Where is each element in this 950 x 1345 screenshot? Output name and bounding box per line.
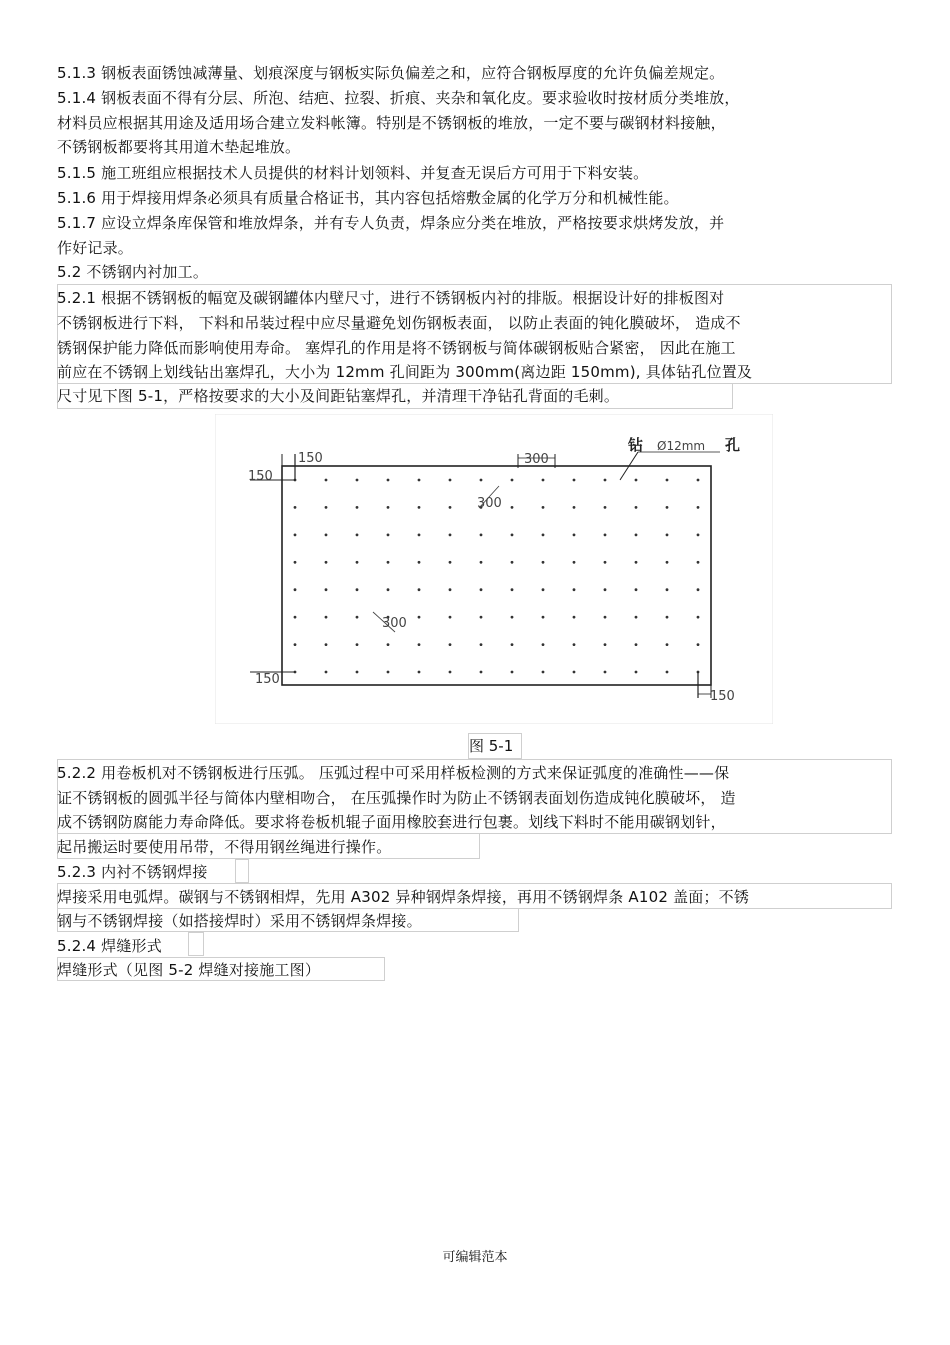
text-line: 5.1.3 钢板表面锈蚀减薄量、划痕深度与钢板实际负偏差之和，应符合钢板厚度的允许负偏差规定。 xyxy=(57,64,725,82)
drill-hole xyxy=(387,671,390,674)
drill-hole xyxy=(573,643,576,646)
text-line: 5.1.5 施工班组应根据技术人员提供的材料计划领料、并复查无误后方可用于下料安装。 xyxy=(57,164,649,182)
drill-hole xyxy=(449,561,452,564)
text-line: 5.2.1 根据不锈钢板的幅宽及碳钢罐体内壁尺寸，进行不锈钢板内衬的排版。根据设计好的排板图对 xyxy=(57,289,725,307)
text-line: 材料员应根据其用途及适用场合建立发料帐簿。特别是不锈钢板的堆放，一定不要与碳钢材料接触， xyxy=(57,114,726,132)
drill-hole xyxy=(325,616,328,619)
drill-hole xyxy=(666,588,669,591)
dim-label: 150 xyxy=(298,451,323,466)
drill-hole xyxy=(666,534,669,537)
drill-hole xyxy=(635,616,638,619)
drill-hole xyxy=(325,534,328,537)
drill-hole xyxy=(418,671,421,674)
drill-hole xyxy=(294,561,297,564)
drill-hole xyxy=(294,534,297,537)
hole-note: 孔 xyxy=(725,436,741,454)
drill-hole xyxy=(325,479,328,482)
drill-hole xyxy=(480,479,483,482)
drill-hole xyxy=(635,671,638,674)
drill-hole xyxy=(511,506,514,509)
drill-hole xyxy=(449,616,452,619)
text-box-frame xyxy=(188,932,204,956)
dim-label: 150 xyxy=(255,672,280,687)
drill-hole xyxy=(604,479,607,482)
hole-note: Ø12mm xyxy=(657,439,706,453)
drill-hole xyxy=(511,643,514,646)
drill-hole xyxy=(325,588,328,591)
drill-hole xyxy=(635,561,638,564)
text-line: 成不锈钢防腐能力寿命降低。要求将卷板机辊子面用橡胶套进行包裹。划线下料时不能用碳钢划针， xyxy=(57,813,726,831)
drill-hole xyxy=(604,588,607,591)
drill-hole xyxy=(697,588,700,591)
drill-hole xyxy=(418,479,421,482)
drill-hole xyxy=(356,588,359,591)
drill-hole xyxy=(604,643,607,646)
drill-hole xyxy=(666,643,669,646)
drill-hole xyxy=(697,616,700,619)
drill-hole xyxy=(356,506,359,509)
page-footer: 可编辑范本 xyxy=(442,1250,508,1265)
drill-hole xyxy=(294,588,297,591)
drill-hole xyxy=(449,479,452,482)
drill-hole xyxy=(449,588,452,591)
text-box-frame xyxy=(235,859,249,883)
text-line: 5.1.4 钢板表面不得有分层、所泡、结疤、拉裂、折痕、夹杂和氧化皮。要求验收时按材质分类堆放， xyxy=(57,89,740,107)
drill-hole xyxy=(511,671,514,674)
text-line: 锈钢保护能力降低而影响使用寿命。 塞焊孔的作用是将不锈钢板与简体碳钢板贴合紧密， 因此在施工 xyxy=(57,339,736,357)
drill-hole xyxy=(635,643,638,646)
text-line: 焊接采用电弧焊。碳钢与不锈钢相焊，先用 A302 异种钢焊条焊接，再用不锈钢焊条 A102 盖面；不锈 xyxy=(57,888,750,906)
section-heading: 5.2 不锈钢内衬加工。 xyxy=(57,263,209,281)
drill-hole xyxy=(635,506,638,509)
text-line: 不锈钢板进行下料， 下料和吊装过程中应尽量避免划伤钢板表面， 以防止表面的钝化膜破坏， 造成不 xyxy=(57,314,741,332)
text-line: 前应在不锈钢上划线钻出塞焊孔，大小为 12mm 孔间距为 300mm(离边距 150mm), 具体钻孔位置及 xyxy=(57,363,753,381)
drill-hole xyxy=(511,561,514,564)
drill-hole xyxy=(511,616,514,619)
drill-hole xyxy=(697,561,700,564)
drill-hole xyxy=(356,616,359,619)
drill-hole xyxy=(604,534,607,537)
drill-hole xyxy=(697,479,700,482)
text-line: 5.1.6 用于焊接用焊条必须具有质量合格证书，其内容包括熔敷金属的化学万分和机械性能。 xyxy=(57,189,679,207)
drill-hole xyxy=(666,671,669,674)
drill-hole xyxy=(697,643,700,646)
text-line: 起吊搬运时要使用吊带，不得用钢丝绳进行操作。 xyxy=(57,838,392,856)
drill-hole xyxy=(604,671,607,674)
drill-hole xyxy=(325,506,328,509)
dim-label: 300 xyxy=(477,496,502,511)
drill-hole xyxy=(542,643,545,646)
drill-hole xyxy=(356,534,359,537)
drill-hole xyxy=(511,534,514,537)
drill-hole xyxy=(542,506,545,509)
drill-hole xyxy=(666,506,669,509)
drill-hole xyxy=(480,561,483,564)
text-line: 焊缝形式（见图 5-2 焊缝对接施工图） xyxy=(57,961,321,979)
drill-hole xyxy=(573,506,576,509)
drill-hole xyxy=(387,643,390,646)
dim-label: 150 xyxy=(248,469,273,484)
drill-hole xyxy=(449,643,452,646)
text-line: 尺寸见下图 5-1，严格按要求的大小及间距钻塞焊孔，并清理干净钻孔背面的毛刺。 xyxy=(57,387,620,405)
section-heading: 5.2.3 内衬不锈钢焊接 xyxy=(57,863,208,881)
figure-5-1 xyxy=(215,414,773,724)
drill-hole xyxy=(387,561,390,564)
section-heading: 5.2.4 焊缝形式 xyxy=(57,937,162,955)
drill-hole xyxy=(542,534,545,537)
drill-hole xyxy=(325,643,328,646)
drill-hole xyxy=(604,561,607,564)
drill-hole xyxy=(294,616,297,619)
drill-hole xyxy=(604,506,607,509)
drill-hole xyxy=(666,616,669,619)
text-line: 5.2.2 用卷板机对不锈钢板进行压弧。 压弧过程中可采用样板检测的方式来保证弧度的准确性——保 xyxy=(57,764,730,782)
drill-hole xyxy=(635,479,638,482)
drill-hole xyxy=(449,671,452,674)
drill-hole xyxy=(480,588,483,591)
drill-hole xyxy=(356,479,359,482)
drill-hole xyxy=(697,534,700,537)
text-line: 5.1.7 应设立焊条库保管和堆放焊条，并有专人负责，焊条应分类在堆放，严格按要求烘烤发放，并 xyxy=(57,214,725,232)
dim-label: 300 xyxy=(382,616,407,631)
drill-hole xyxy=(356,643,359,646)
drill-hole xyxy=(449,534,452,537)
drill-hole xyxy=(697,506,700,509)
figure-caption: 图 5-1 xyxy=(469,737,514,755)
drill-hole xyxy=(573,534,576,537)
drill-hole xyxy=(387,479,390,482)
drill-hole xyxy=(666,479,669,482)
drill-hole xyxy=(542,479,545,482)
drill-hole xyxy=(480,671,483,674)
drill-hole xyxy=(294,643,297,646)
drill-hole xyxy=(511,479,514,482)
drill-hole xyxy=(418,534,421,537)
drill-hole xyxy=(573,479,576,482)
drill-hole xyxy=(542,588,545,591)
drill-hole xyxy=(542,616,545,619)
dim-label: 300 xyxy=(524,452,549,467)
drill-hole xyxy=(325,671,328,674)
drill-hole xyxy=(573,561,576,564)
drill-hole xyxy=(449,506,452,509)
drill-hole xyxy=(542,561,545,564)
drill-hole xyxy=(511,588,514,591)
drill-hole xyxy=(666,561,669,564)
drill-hole xyxy=(573,588,576,591)
text-line: 作好记录。 xyxy=(57,239,134,257)
drill-hole xyxy=(356,561,359,564)
text-line: 不锈钢板都要将其用道木垫起堆放。 xyxy=(57,138,301,156)
drill-hole xyxy=(573,671,576,674)
drill-hole xyxy=(480,534,483,537)
drill-hole xyxy=(418,588,421,591)
drill-hole xyxy=(573,616,576,619)
drill-hole xyxy=(542,671,545,674)
drill-hole xyxy=(604,616,607,619)
drill-hole xyxy=(635,534,638,537)
drill-hole xyxy=(418,643,421,646)
drilling-layout-diagram xyxy=(215,414,773,724)
drill-hole xyxy=(418,616,421,619)
drill-hole xyxy=(480,643,483,646)
hole-note: 钻 xyxy=(628,436,644,454)
drill-hole xyxy=(635,588,638,591)
drill-hole xyxy=(418,506,421,509)
drill-hole xyxy=(387,588,390,591)
drill-hole xyxy=(480,616,483,619)
text-line: 钢与不锈钢焊接（如搭接焊时）采用不锈钢焊条焊接。 xyxy=(57,912,422,930)
drill-hole xyxy=(356,671,359,674)
drill-hole xyxy=(325,561,328,564)
dim-label: 150 xyxy=(710,689,735,704)
drill-hole xyxy=(387,534,390,537)
drill-hole xyxy=(387,506,390,509)
drill-hole xyxy=(294,506,297,509)
drill-hole xyxy=(418,561,421,564)
text-line: 证不锈钢板的圆弧半径与简体内壁相吻合， 在压弧操作时为防止不锈钢表面划伤造成钝化膜破坏， 造 xyxy=(57,789,736,807)
